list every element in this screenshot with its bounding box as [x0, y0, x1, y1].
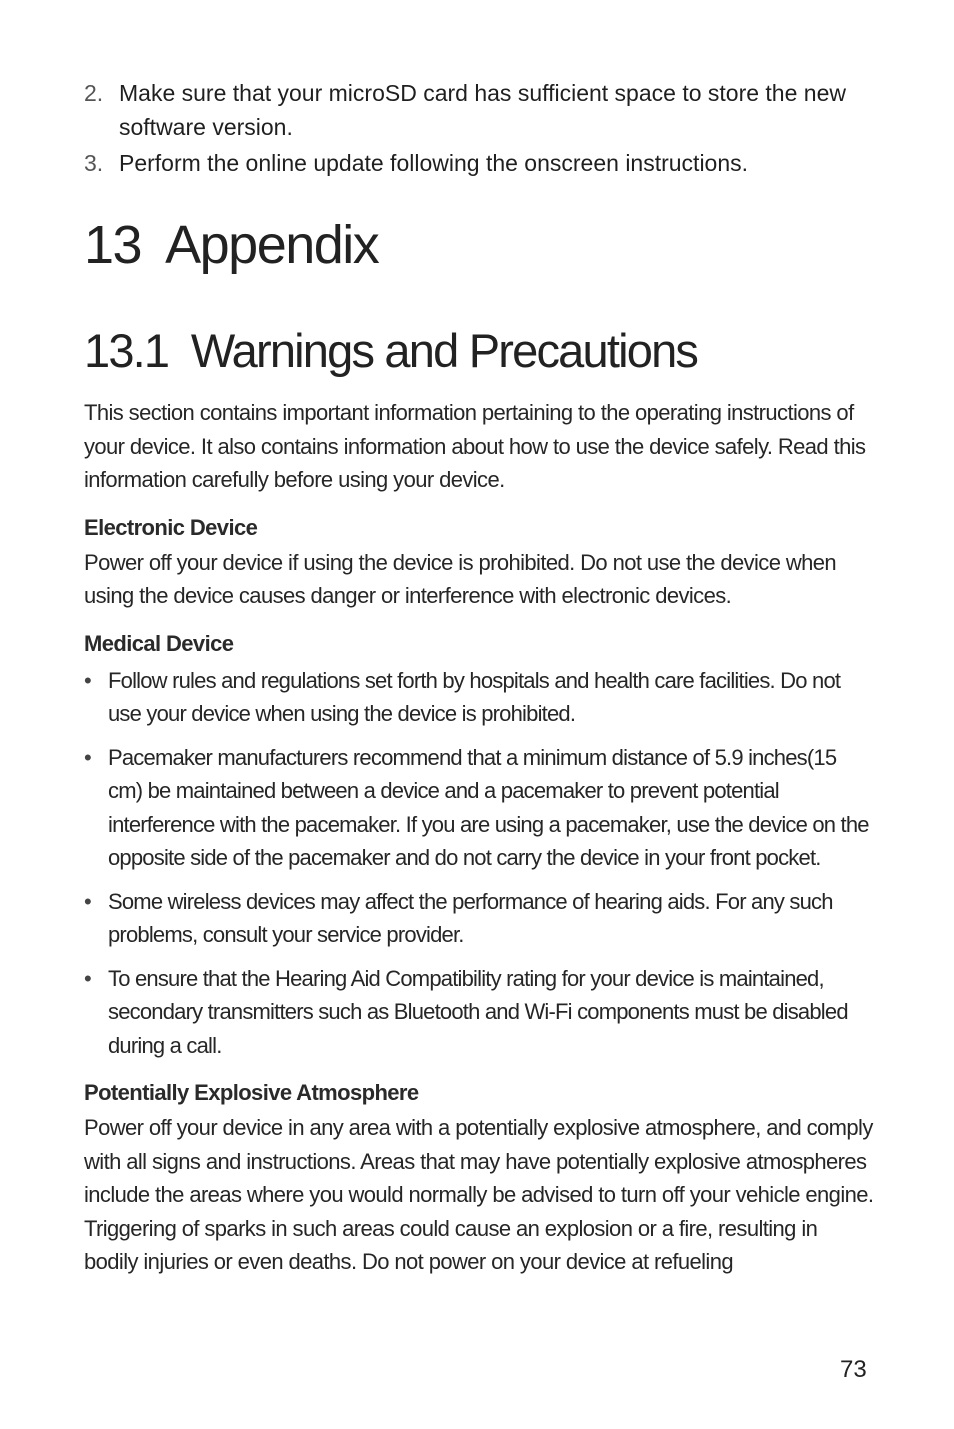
step-text: Perform the online update following the onscreen instructions.	[119, 150, 749, 176]
section-content	[84, 396, 874, 1293]
section-title: Warnings and Precautions	[190, 324, 698, 377]
step-text: Make sure that your microSD card has sufficient space to store the new software version.	[119, 80, 846, 140]
list-item	[84, 962, 874, 1063]
bullet-marker: •	[84, 667, 91, 693]
chapter-number: 13	[84, 215, 142, 275]
bullet-marker: •	[84, 744, 91, 770]
medical-device-list	[84, 664, 874, 1063]
explosive-atmosphere-heading: Potentially Explosive Atmosphere	[84, 1080, 419, 1105]
list-item	[84, 664, 874, 731]
explosive-atmosphere-paragraph: Power off your device in any area with a potentially explosive atmosphere, and comply with all signs and instructions. Areas that may have potentially explosive atmospheres include the areas where you would normally be advised to turn off your vehicle engine. Triggering of sparks in such areas could cause an explosion or a fire, resulting in bodily injuries or even deaths. Do not power on your device at refueling	[84, 1115, 874, 1274]
list-item-text: Pacemaker manufacturers recommend that a minimum distance of 5.9 inches(15 cm) be maintained between a device and a pacemaker to prevent potential interference with the pacemaker. If you are using a pacemaker, use the device on the opposite side of the pacemaker and do not carry the device in your front pocket.	[108, 744, 869, 870]
electronic-device-heading: Electronic Device	[84, 514, 258, 540]
numbered-steps	[84, 76, 874, 182]
list-item-text: To ensure that the Hearing Aid Compatibility rating for your device is maintained, secondary transmitters such as Bluetooth and Wi-Fi components must be disabled during a call.	[108, 965, 848, 1058]
list-item	[84, 741, 874, 875]
section-heading	[84, 320, 697, 382]
bullet-marker: •	[84, 888, 91, 914]
list-item-text: Some wireless devices may affect the performance of hearing aids. For any such problems, consult your service provider.	[108, 888, 833, 947]
page-number: 73	[840, 1356, 867, 1383]
section-number: 13.1	[84, 324, 169, 377]
step-number: 2.	[84, 80, 104, 106]
intro-paragraph: This section contains important information pertaining to the operating instructions of your device. It also contains information about how to use the device safely. Read this information carefully before using your device.	[84, 400, 866, 492]
step-number: 3.	[84, 150, 104, 176]
step-item	[84, 146, 874, 180]
chapter-title: Appendix	[165, 215, 379, 275]
electronic-device-paragraph: Power off your device if using the device is prohibited. Do not use the device when using the device causes danger or interference with electronic devices.	[84, 549, 837, 608]
bullet-marker: •	[84, 965, 91, 991]
chapter-heading	[84, 210, 378, 280]
list-item	[84, 885, 874, 952]
medical-device-heading: Medical Device	[84, 630, 234, 656]
list-item-text: Follow rules and regulations set forth by hospitals and health care facilities. Do not use your device when using the device is prohibited.	[108, 667, 841, 726]
step-item	[84, 76, 874, 144]
